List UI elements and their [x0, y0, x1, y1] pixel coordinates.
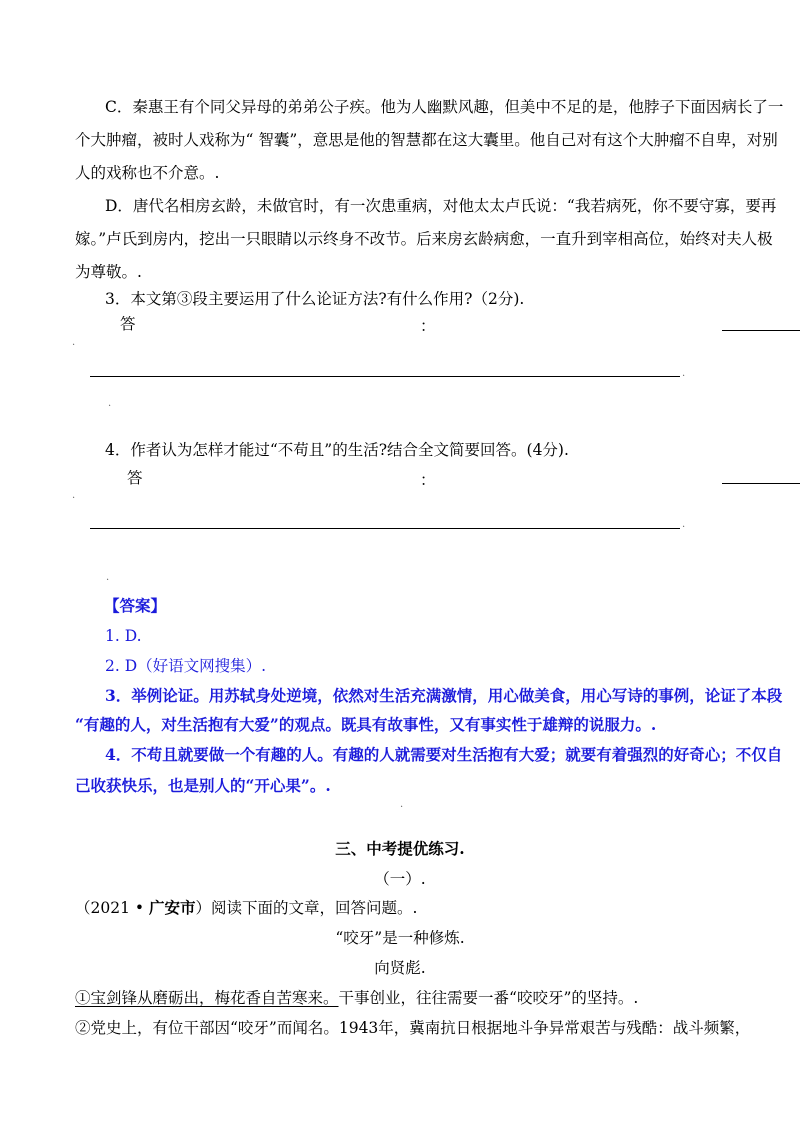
paragraph-mark: . [400, 799, 404, 810]
option-d-line-1: D．唐代名相房玄龄，未做官时，有一次患重病，对他太太卢氏说：“我若病死，你不要守寡，要再 [105, 197, 777, 215]
answer-blank-line-q3[interactable] [722, 330, 800, 331]
source-suffix: ）阅读下面的文章，回答问题。. [195, 899, 418, 917]
option-c-line-3: 人的戏称也不介意。. [75, 164, 220, 182]
source-city: 广安市 [148, 899, 196, 917]
paragraph-mark: . [682, 368, 686, 379]
question-4: 4．作者认为怎样才能过“不苟且”的生活?结合全文简要回答。(4分). [105, 441, 569, 459]
answer-4-line-2: 己收获快乐，也是别人的“开心果”。. [75, 776, 331, 795]
answer-2: 2. D（好语文网搜集）. [105, 657, 267, 675]
answer-colon-q4: ： [420, 471, 436, 489]
section-subtitle: （一）. [374, 870, 426, 888]
source-line [75, 898, 417, 918]
paragraph-mark: . [72, 490, 76, 501]
answer-label-q4: 答 [127, 469, 143, 487]
paragraph-1-rest: 干事创业，往往需要一番“咬咬牙”的坚持。. [338, 989, 639, 1007]
paragraph-2: ②党史上，有位干部因“咬牙”而闻名。1943年，冀南抗日根据地斗争异常艰苦与残酷：战斗频繁， [75, 1019, 751, 1037]
paragraph-mark: . [72, 337, 76, 348]
option-d-line-2: 嫁。”卢氏到房内，挖出一只眼睛以示终身不改节。后来房玄龄病愈，一直升到宰相高位，始终对夫人极 [75, 230, 773, 248]
paragraph-mark: . [106, 572, 110, 583]
article-author: 向贤彪. [374, 959, 426, 977]
answer-blank-line-q4[interactable] [722, 483, 800, 484]
paragraph-1-underlined: ①宝剑锋从磨砺出，梅花香自苦寒来。 [75, 989, 339, 1007]
answer-line-q3[interactable] [90, 376, 680, 377]
answer-label-q3: 答 [120, 315, 136, 333]
option-c-line-1: C．秦惠王有个同父异母的弟弟公子疾。他为人幽默风趣，但美中不足的是，他脖子下面因病长了一 [105, 98, 784, 116]
answer-4-line-1: 4．不苟且就要做一个有趣的人。有趣的人就需要对生活抱有大爱；就要有着强烈的好奇心；不仅自 [105, 745, 783, 764]
answer-colon-q3: ： [420, 317, 436, 335]
paragraph-1 [75, 988, 638, 1008]
source-prefix: （2021 • [75, 899, 149, 917]
question-3: 3．本文第③段主要运用了什么论证方法?有什么作用?（2分). [105, 290, 525, 308]
paragraph-mark: . [108, 398, 112, 409]
answer-line-q4[interactable] [90, 528, 680, 529]
section-title: 三、中考提优练习. [335, 839, 465, 858]
option-d-line-3: 为尊敬。. [75, 263, 142, 281]
answer-1: 1. D. [105, 627, 142, 645]
paragraph-mark: . [682, 519, 686, 530]
answer-header: 【答案】 [104, 596, 167, 615]
option-c-line-2: 个大肿瘤，被时人戏称为“ 智囊”，意思是他的智慧都在这大囊里。他自己对有这个大肿瘤不自卑，对别 [75, 131, 778, 149]
answer-3-line-2: “有趣的人，对生活抱有大爱”的观点。既具有故事性，又有事实性于雄辩的说服力。. [75, 715, 657, 734]
answer-3-line-1: 3．举例论证。用苏轼身处逆境，依然对生活充满激情，用心做美食，用心写诗的事例，论证了本段 [105, 686, 783, 705]
article-title: “咬牙”是一种修炼. [335, 929, 465, 947]
